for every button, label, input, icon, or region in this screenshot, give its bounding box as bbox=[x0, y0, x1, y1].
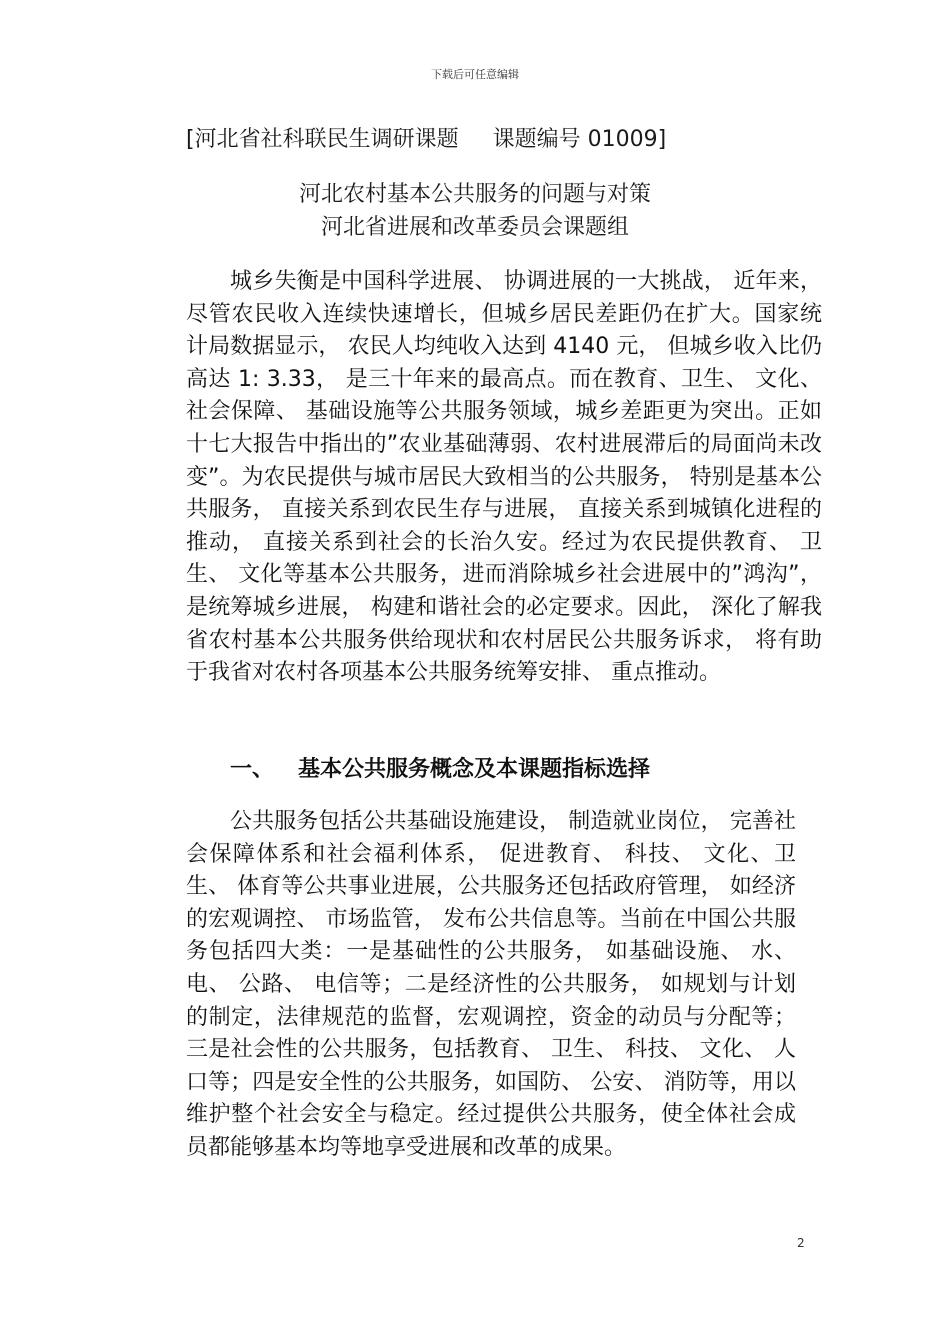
title-block bbox=[0, 178, 950, 244]
topic-line bbox=[186, 122, 666, 153]
topic-name: [河北省社科联民生调研课题 bbox=[186, 127, 459, 152]
header-note: 下载后可任意编辑 bbox=[431, 68, 519, 81]
section-title: 基本公共服务概念及本课题指标选择 bbox=[298, 757, 651, 782]
document-title: 河北农村基本公共服务的问题与对策 bbox=[298, 182, 651, 207]
section-heading bbox=[230, 752, 650, 783]
body-paragraph-2: 公共服务包括公共基础设施建设， 制造就业岗位， 完善社会保障体系和社会福利体系， 促进教育、 科技、 文化、卫生、 体育等公共事业进展，公共服务还包括政府管理， 如经济的宏观调控、 市场监管， 发布公共信息等。当前在中国公共服务包括四大类：一是基础性的公共服务， 如基础设施、 水、 电、 公路、 电信等；二是经济性的公共服务， 如规划与计划的制定，法律规范的监督，宏观调控，资金的动员与分配等；三是社会性的公共服务，包括教育、 卫生、 科技、 文化、 人口等；四是安全性的公共服务，如国防、 公安、 消防等，用以维护整个社会安全与稳定。经过提供公共服务，使全体社会成员都能够基本均等地享受进展和改革的成果。 bbox=[186, 809, 796, 1160]
topic-number: 课题编号 01009] bbox=[492, 127, 667, 152]
page-number: 2 bbox=[797, 1236, 805, 1250]
section-number: 一、 bbox=[230, 757, 275, 782]
document-author: 河北省进展和改革委员会课题组 bbox=[320, 215, 629, 240]
body-paragraph-1: 城乡失衡是中国科学进展、 协调进展的一大挑战， 近年来，尽管农民收入连续快速增长，但城乡居民差距仍在扩大。国家统计局数据显示， 农民人均纯收入达到 4140 元， 但城乡收入比仍高达 1: 3.33， 是三十年来的最高点。而在教育、卫生、 文化、 社会保障、 基础设施等公共服务领域，城乡差距更为突出。正如十七大报告中指出的”农业基础薄弱、农村进展滞后的局面尚未改变”。为农民提供与城市居民大致相当的公共服务， 特别是基本公共服务， 直接关系到农民生存与进展， 直接关系到城镇化进程的推动， 直接关系到社会的长治久安。经过为农民提供教育、 卫生、 文化等基本公共服务，进而消除城乡社会进展中的”鸿沟”， 是统筹城乡进展， 构建和谐社会的必定要求。因此， 深化了解我省农村基本公共服务供给现状和农村居民公共服务诉求， 将有助于我省对农村各项基本公共服务统筹安排、 重点推动。 bbox=[186, 269, 822, 686]
